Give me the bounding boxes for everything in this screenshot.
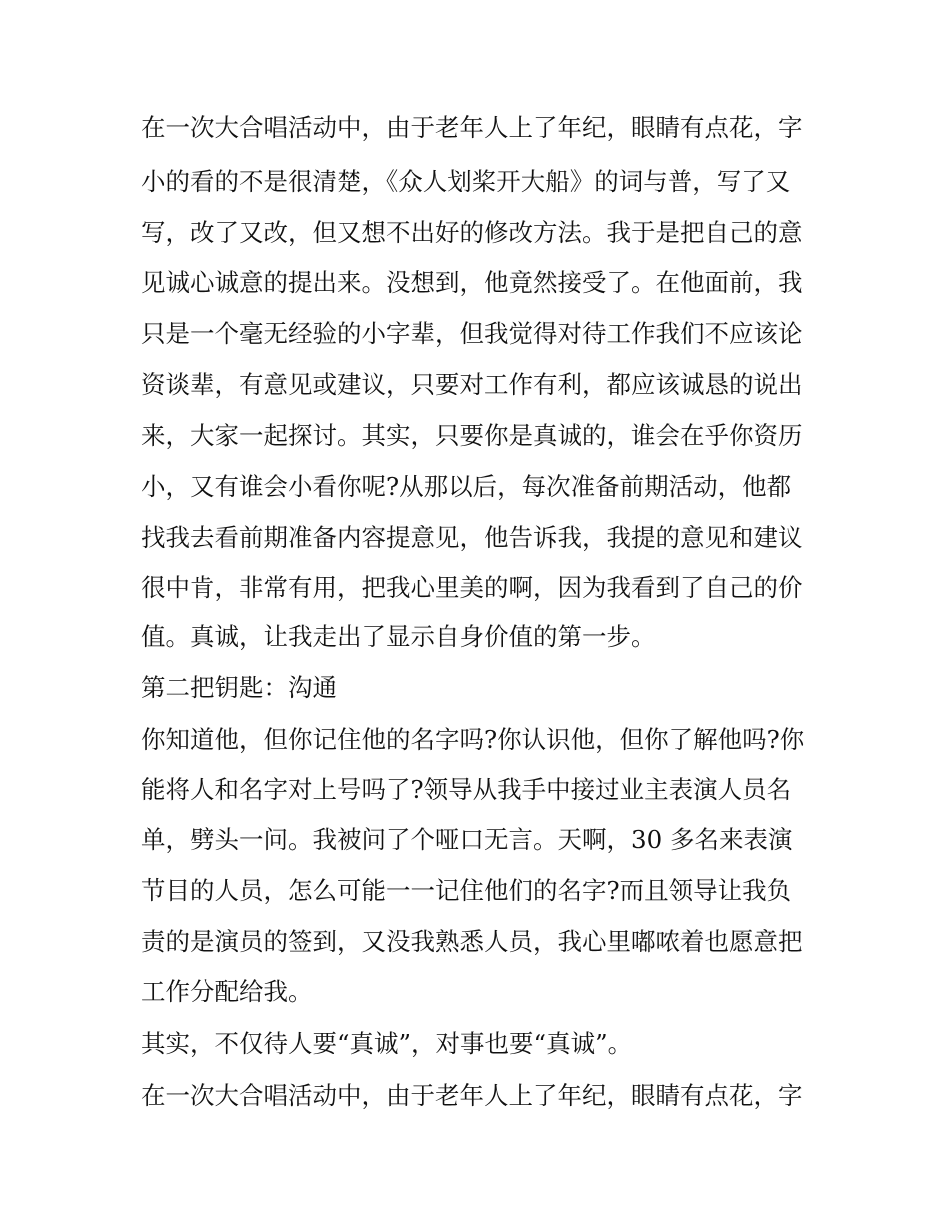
paragraph-line: 来，大家一起探讨。其实，只要你是真诚的，谁会在乎你资历 [141,421,803,450]
paragraph-line: 节目的人员，怎么可能一一记住他们的名字?而且领导让我负 [141,876,792,905]
paragraph-line: 只是一个毫无经验的小字辈，但我觉得对待工作我们不应该论 [141,319,803,348]
paragraph-line: 其实，不仅待人要“真诚”，对事也要“真诚”。 [141,1029,633,1058]
paragraph-line: 单，劈头一问。我被问了个哑口无言。天啊，30 多名来表演 [141,825,793,854]
paragraph-line: 你知道他，但你记住他的名字吗?你认识他，但你了解他吗?你 [141,725,805,754]
paragraph-line: 资谈辈，有意见或建议，只要对工作有利，都应该诚恳的说出 [141,370,803,399]
section-heading: 第二把钥匙：沟通 [141,673,337,702]
paragraph-line: 小的看的不是很清楚，《众人划桨开大船》的词与普，写了又 [141,167,791,196]
paragraph-line: 见诚心诚意的提出来。没想到，他竟然接受了。在他面前，我 [141,268,803,297]
paragraph-line: 能将人和名字对上号吗了?领导从我手中接过业主表演人员名 [141,775,792,804]
paragraph-line: 很中肯，非常有用，把我心里美的啊，因为我看到了自己的价 [141,573,803,602]
paragraph-line: 责的是演员的签到，又没我熟悉人员，我心里嘟哝着也愿意把 [141,927,803,956]
paragraph-line: 工作分配给我。 [141,977,313,1006]
paragraph-line: 写，改了又改，但又想不出好的修改方法。我于是把自己的意 [141,218,803,247]
paragraph-line: 在一次大合唱活动中，由于老年人上了年纪，眼睛有点花，字 [141,113,803,142]
paragraph-line: 找我去看前期准备内容提意见，他告诉我，我提的意见和建议 [141,523,803,552]
paragraph-line: 值。真诚，让我走出了显示自身价值的第一步。 [141,622,656,651]
paragraph-line: 在一次大合唱活动中，由于老年人上了年纪，眼睛有点花，字 [141,1081,803,1110]
paragraph-line: 小，又有谁会小看你呢?从那以后，每次准备前期活动，他都 [141,472,792,501]
